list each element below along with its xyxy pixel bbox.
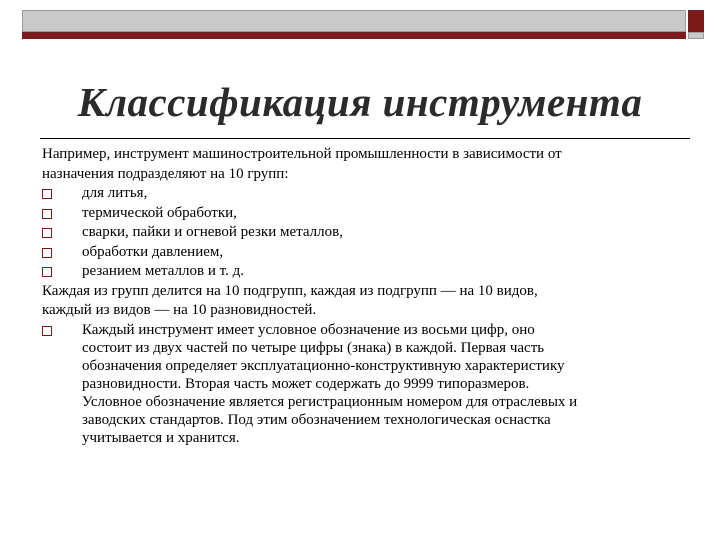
group-list-item-text: для литья, <box>82 185 148 201</box>
designation-line: состоит из двух частей по четыре цифры (знака) в каждой. Первая часть <box>82 339 545 356</box>
header-decoration-red-bar <box>22 32 686 39</box>
group-list-item-text: резанием металлов и т. д. <box>82 263 244 279</box>
group-list-item-text: термической обработки, <box>82 204 237 221</box>
slide-title: Классификация инструмента <box>77 79 643 125</box>
hollow-square-bullet-icon <box>42 209 52 219</box>
group-list-item-text: сварки, пайки и огневой резки металлов, <box>82 224 343 240</box>
designation-line: Каждый инструмент имеет условное обозначение из восьми цифр, оно <box>82 321 535 338</box>
slide-body <box>42 145 692 447</box>
hollow-square-bullet-icon <box>42 326 52 336</box>
group-list-item <box>42 184 692 204</box>
hollow-square-bullet-icon <box>42 228 52 238</box>
hollow-square-bullet-icon <box>42 189 52 199</box>
hollow-square-bullet-icon <box>42 267 52 277</box>
intro-line: назначения подразделяют на 10 групп: <box>42 165 289 182</box>
intro-line: Например, инструмент машиностроительной промышленности в зависимости от <box>42 146 562 162</box>
designation-line: заводских стандартов. Под этим обозначением технологическая оснастка <box>82 411 551 428</box>
title-underline <box>40 138 690 139</box>
group-list-item <box>42 223 692 243</box>
designation-line: обозначения определяет эксплуатационно-конструктивную характеристику <box>82 357 565 374</box>
subgroup-line: Каждая из групп делится на 10 подгрупп, каждая из подгрупп — на 10 видов, <box>42 282 538 299</box>
designation-line: Условное обозначение является регистрационным номером для отраслевых и <box>82 393 578 410</box>
group-list-item <box>42 262 692 282</box>
designation-line: учитывается и хранится. <box>82 429 240 446</box>
header-decoration-red-block <box>688 10 704 32</box>
header-decoration-grey-bar <box>22 10 686 32</box>
designation-list-item <box>42 321 692 447</box>
group-list-item <box>42 243 692 263</box>
hollow-square-bullet-icon <box>42 248 52 258</box>
group-list-item-text: обработки давлением, <box>82 243 224 260</box>
group-list-item <box>42 204 692 224</box>
designation-line: разновидности. Вторая часть может содержать до 9999 типоразмеров. <box>82 375 530 392</box>
subgroup-line: каждый из видов — на 10 разновидностей. <box>42 302 317 318</box>
header-decoration-grey-block <box>688 32 704 39</box>
